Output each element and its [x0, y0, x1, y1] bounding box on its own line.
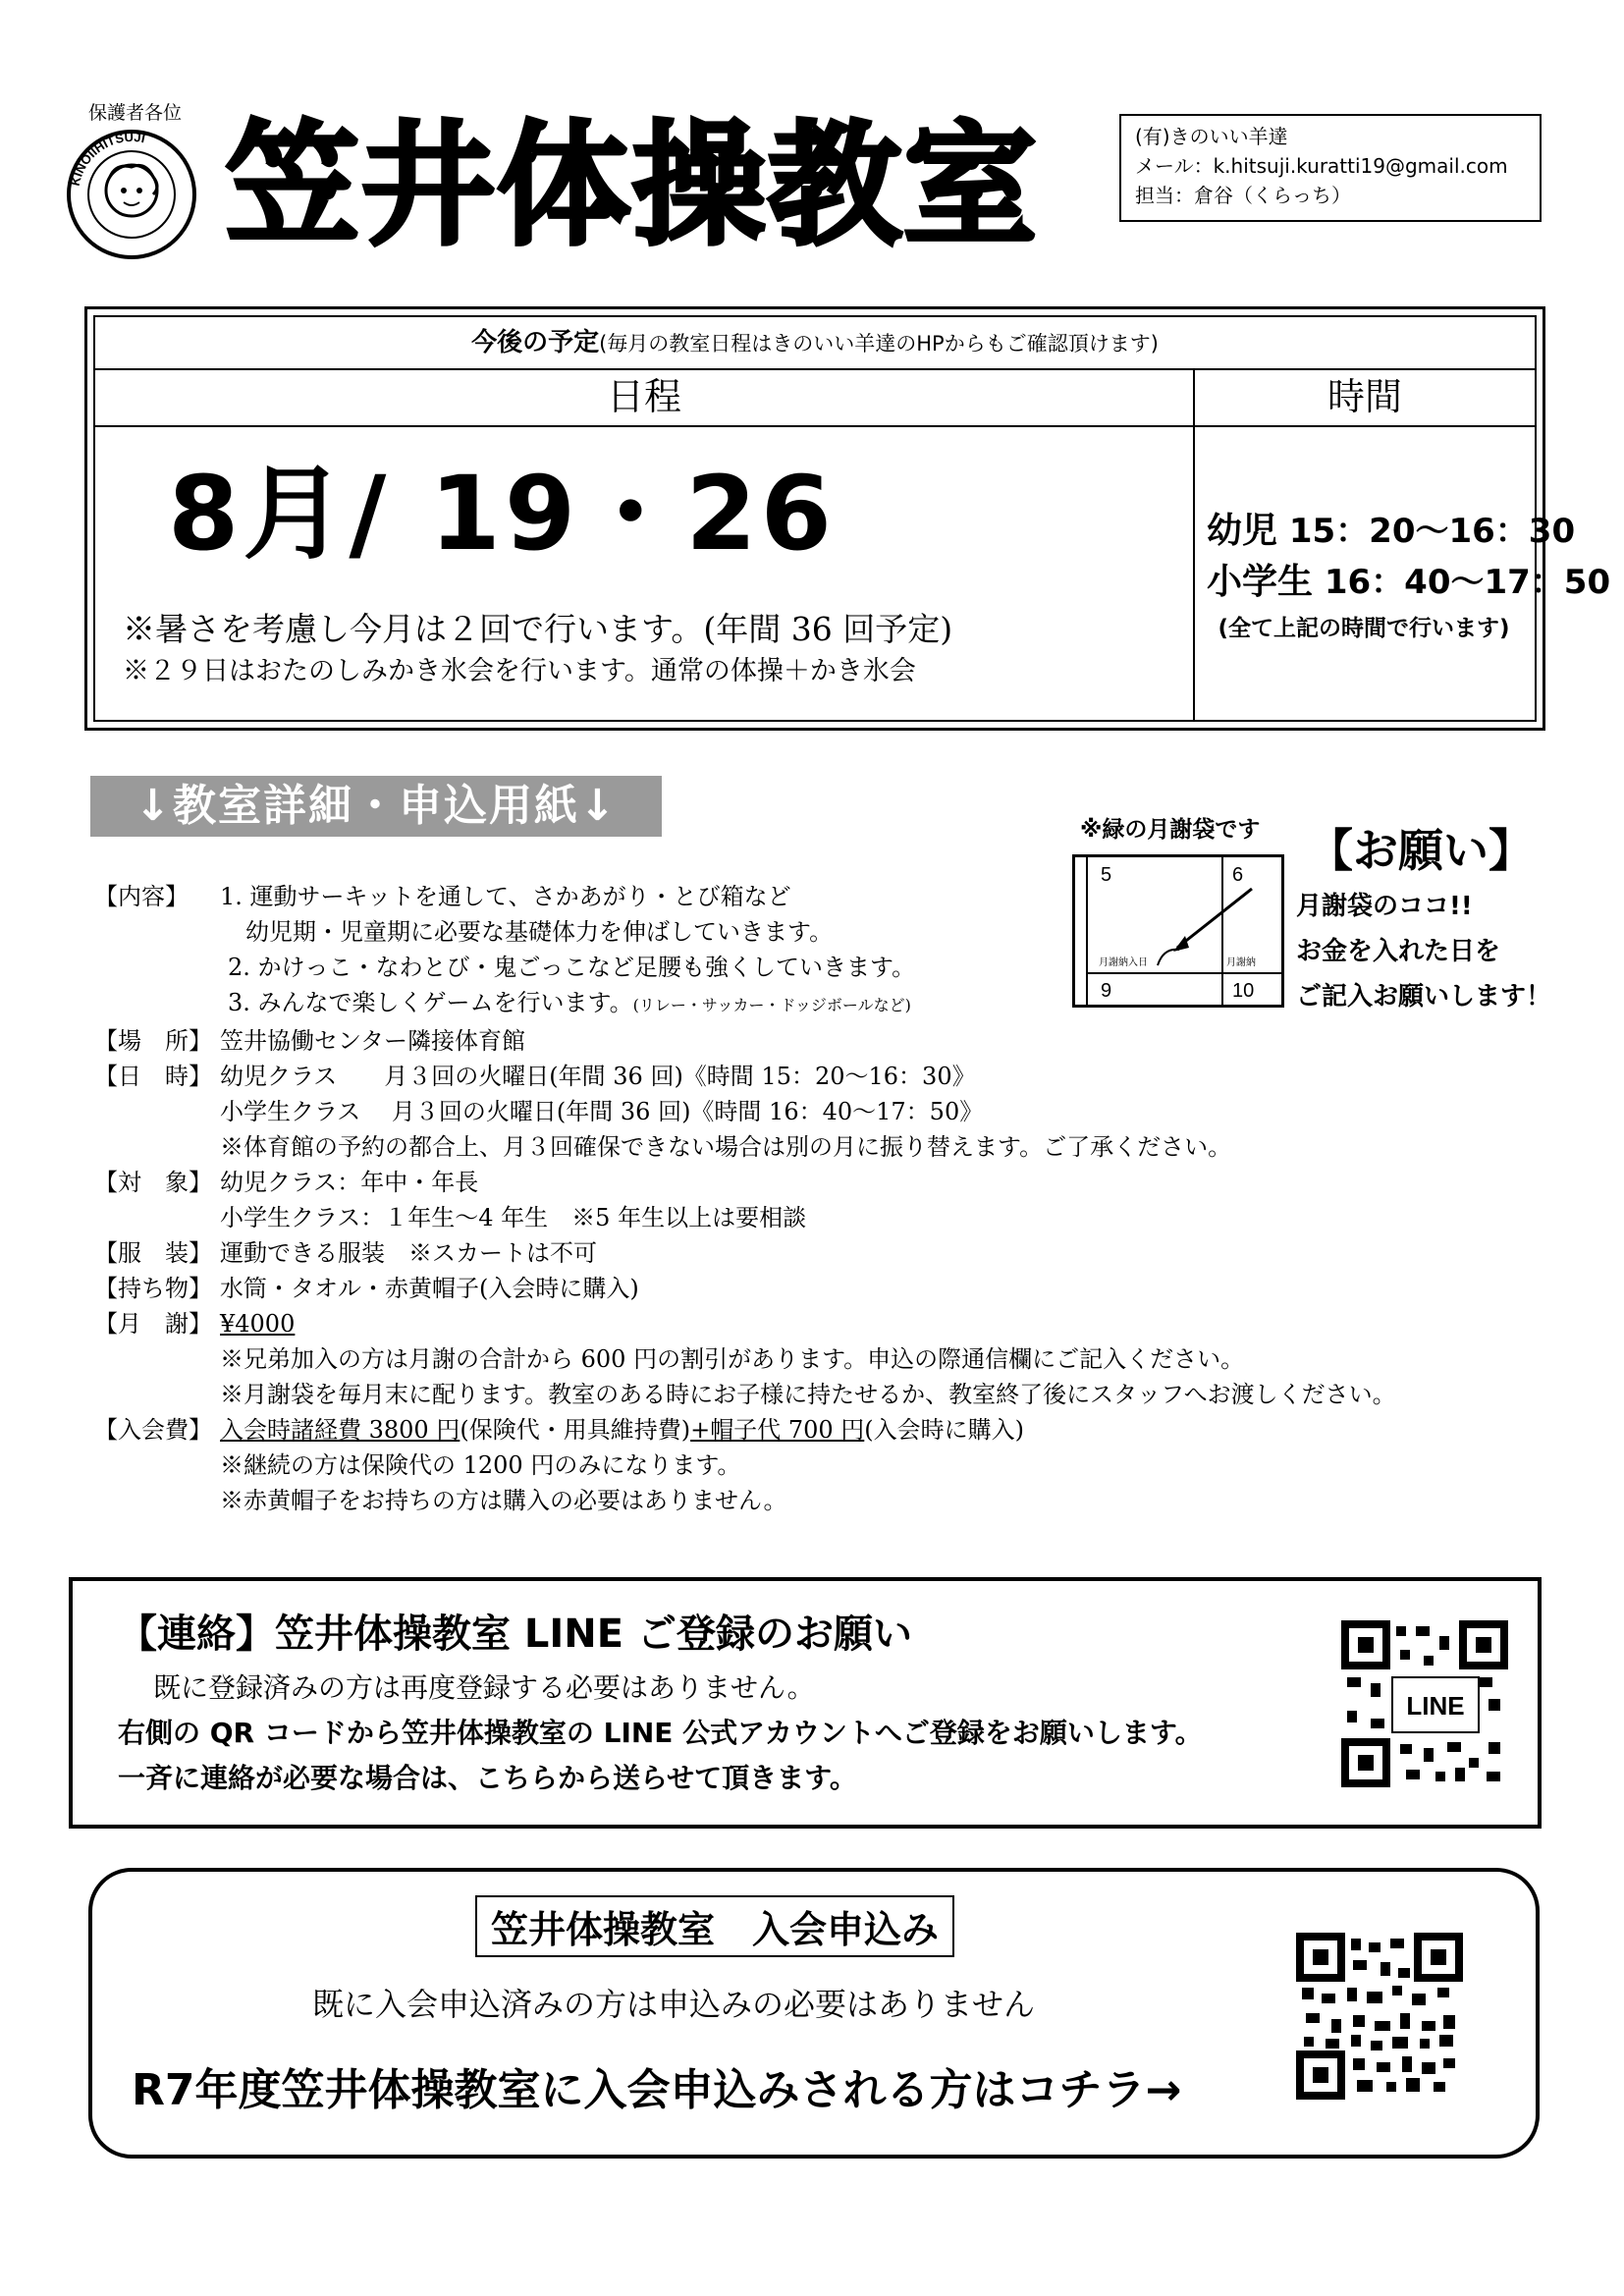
bag-date-label: 月謝納入日 [1099, 957, 1148, 968]
target-kids: 幼児クラス：年中・年長 [220, 1169, 479, 1196]
detail-row-content-3 [94, 985, 1508, 1023]
bag-cell-5: 5 [1101, 864, 1112, 886]
request-line-1: 月謝袋のココ!! [1296, 892, 1473, 921]
label-target: 【対 象】 [94, 1169, 212, 1196]
fee-note-bag: ※月謝袋を毎月末に配ります。教室のある時にお子様に持たせるか、教室終了後にスタッフへお渡しください。 [220, 1381, 1396, 1408]
detail-row-content [94, 879, 1508, 914]
time-note: (全て上記の時間で行います) [1218, 616, 1510, 641]
request-line-3: ご記入お願いします！ [1296, 982, 1552, 1011]
content-item-3: 3. みんなで楽しくゲームを行います。 [228, 989, 633, 1016]
detail-row-fee-note-1 [94, 1341, 1508, 1377]
detail-row-entry [94, 1412, 1508, 1448]
time-school-value: 16：40～17：50 [1324, 563, 1611, 602]
details-section-banner: ↓教室詳細・申込用紙↓ [90, 776, 662, 837]
detail-row-fee [94, 1306, 1508, 1341]
bag-cell-9: 9 [1101, 980, 1112, 1002]
svg-text:KINOIIHITSUJI: KINOIIHITSUJI [67, 129, 147, 188]
line-text-register: 右側の QR コードから笠井体操教室の LINE 公式アカウントへご登録をお願いします。 [118, 1717, 1203, 1749]
time-kids-value: 15：20～16：30 [1288, 512, 1576, 551]
time-info [1207, 506, 1611, 642]
detail-row-content-1b [94, 914, 1508, 950]
detail-row-entry-note-1 [94, 1448, 1508, 1483]
datetime-school: 小学生クラス 月３回の火曜日(年間 36 回)《時間 16：40～17：50》 [220, 1098, 984, 1125]
schedule-heading-note: (毎月の教室日程はきのいい羊達のHPからもご確認頂けます) [599, 332, 1159, 355]
detail-row-time-2 [94, 1094, 1508, 1129]
bag-cell-6: 6 [1232, 864, 1244, 886]
label-fee: 【月 謝】 [94, 1310, 212, 1338]
schedule-heading: 今後の予定 [471, 328, 600, 357]
bag-cell-10: 10 [1232, 980, 1255, 1002]
content-item-1: 1. 運動サーキットを通して、さかあがり・とび箱など [220, 883, 791, 910]
time-column-header: 時間 [1193, 368, 1535, 427]
label-belongings: 【持ち物】 [94, 1275, 212, 1302]
content-item-1b: 幼児期・児童期に必要な基礎体力を伸ばしていきます。 [245, 918, 834, 946]
application-call-to-action: R7年度笠井体操教室に入会申込みされる方はコチラ→ [132, 2065, 1182, 2115]
datetime-kids: 幼児クラス 月３回の火曜日(年間 36 回)《時間 15：20～16：30》 [220, 1063, 976, 1090]
contact-person: 担当：倉谷（くらっち） [1135, 184, 1351, 207]
request-line-2: お金を入れた日を [1296, 937, 1501, 966]
datetime-note: ※体育館の予約の都合上、月３回確保できない場合は別の月に振り替えます。ご了承ください。 [220, 1133, 1232, 1161]
line-qr-code[interactable] [1341, 1620, 1508, 1791]
detail-row-target [94, 1165, 1508, 1200]
schedule-note-kakigori: ※２９日はおたのしみかき氷会を行います。通常の体操＋かき氷会 [123, 656, 916, 686]
time-kids-row [1207, 506, 1576, 557]
application-note: 既に入会申込済みの方は申込みの必要はありません [312, 1986, 1036, 2023]
entry-note-hat: ※赤黄帽子をお持ちの方は購入の必要はありません。 [220, 1487, 787, 1514]
detail-row-place [94, 1023, 1508, 1059]
class-details [94, 879, 1508, 1518]
line-title: 【連絡】笠井体操教室 LINE ご登録のお願い [118, 1612, 913, 1657]
detail-row-entry-note-2 [94, 1483, 1508, 1518]
entry-fee-hat-note: (入会時に購入) [864, 1416, 1024, 1444]
detail-row-target-2 [94, 1200, 1508, 1235]
content-item-3-note: (リレー・サッカー・ドッジボールなど) [632, 996, 911, 1014]
line-text-contact: 一斉に連絡が必要な場合は、こちらから送らせて頂きます。 [118, 1762, 857, 1794]
schedule-box [84, 306, 1611, 731]
application-box [88, 1868, 1540, 2159]
time-school-row [1207, 557, 1611, 608]
entry-fee-base-note: (保険代・用具維持費) [460, 1416, 691, 1444]
label-clothes: 【服 装】 [94, 1239, 212, 1267]
contact-company: (有)きのいい羊達 [1135, 125, 1288, 148]
date-column-header: 日程 [95, 368, 1193, 427]
line-registration-box [69, 1577, 1542, 1829]
bag-date-label-2: 月謝納 [1226, 957, 1256, 968]
detail-row-time [94, 1059, 1508, 1094]
line-text-already: 既に登録済みの方は再度登録する必要はありません。 [153, 1671, 815, 1704]
time-school-label: 小学生 [1207, 562, 1314, 602]
detail-row-belongings [94, 1271, 1508, 1306]
schedule-note-heat: ※暑さを考慮し今月は２回で行います。(年間 36 回予定) [123, 610, 953, 648]
recipient-label: 保護者各位 [88, 102, 183, 124]
clothes-value: 運動できる服装 ※スカートは不可 [220, 1239, 597, 1267]
entry-note-continuing: ※継続の方は保険代の 1200 円のみになります。 [220, 1451, 741, 1479]
place-value: 笠井協働センター隣接体育館 [220, 1027, 526, 1055]
entry-fee-hat: +帽子代 700 円 [690, 1416, 865, 1444]
bag-caption: ※緑の月謝袋です [1080, 817, 1261, 843]
label-entry-fee: 【入会費】 [94, 1416, 212, 1444]
request-title: 【お願い】 [1308, 824, 1534, 877]
column-divider [1193, 425, 1195, 720]
detail-row-content-2 [94, 950, 1508, 985]
page-title: 笠井体操教室 [226, 109, 1039, 264]
entry-fee-base: 入会時諸経費 3800 円 [220, 1416, 460, 1444]
label-place: 【場 所】 [94, 1027, 212, 1055]
sheep-logo [63, 126, 200, 263]
fee-note-sibling: ※兄弟加入の方は月謝の合計から 600 円の割引があります。申込の際通信欄にご記入ください。 [220, 1345, 1245, 1373]
time-kids-label: 幼児 [1207, 511, 1278, 551]
application-title: 笠井体操教室 入会申込み [475, 1895, 954, 1957]
qr-line-label: LINE [1406, 1691, 1465, 1721]
contact-box [1119, 114, 1542, 222]
content-item-2: 2. かけっこ・なわとび・鬼ごっこなど足腰も強くしていきます。 [228, 954, 916, 981]
belongings-value: 水筒・タオル・赤黄帽子(入会時に購入) [220, 1275, 639, 1302]
contact-email: メール：k.hitsuji.kuratti19@gmail.com [1135, 154, 1508, 178]
schedule-heading-row [95, 317, 1535, 370]
detail-row-clothes [94, 1235, 1508, 1271]
detail-row-fee-note-2 [94, 1377, 1508, 1412]
line-body [118, 1666, 1203, 1801]
label-datetime: 【日 時】 [94, 1063, 212, 1090]
schedule-dates: 8月/ 19・26 [168, 454, 837, 574]
fee-value: ¥4000 [220, 1310, 296, 1338]
detail-row-time-note [94, 1129, 1508, 1165]
target-school: 小学生クラス：１年生～4 年生 ※5 年生以上は要相談 [220, 1204, 807, 1231]
application-qr-code[interactable] [1296, 1933, 1463, 2104]
label-content: 【内容】 [94, 883, 189, 910]
